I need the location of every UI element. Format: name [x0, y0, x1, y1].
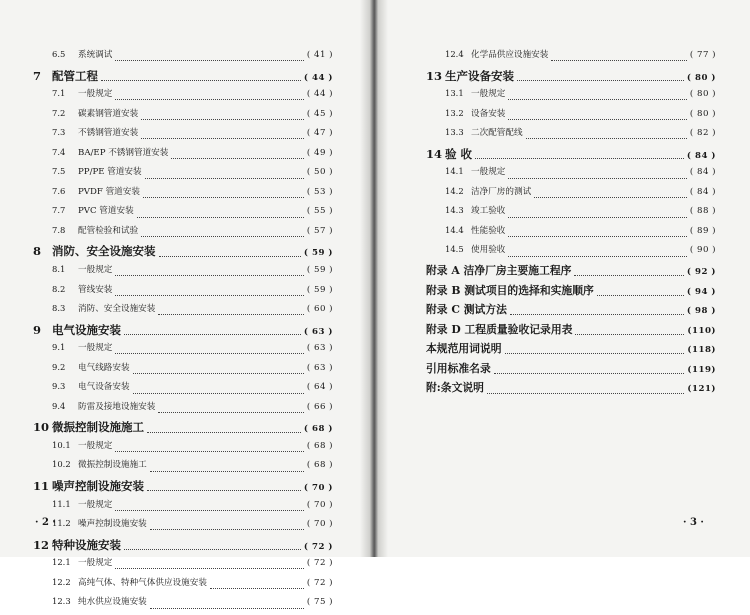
toc-entry-number: 8 — [33, 244, 42, 259]
toc-appendix-row — [426, 263, 716, 283]
toc-entry-page: ( 59 ) — [303, 248, 333, 259]
toc-entry-title: 高纯气体、特种气体供应设施安装 — [78, 577, 207, 588]
dot-leader — [115, 295, 304, 296]
toc-entry-page: ( 44 ) — [303, 72, 333, 83]
toc-entry-number: 12 — [33, 537, 50, 552]
toc-entry-page: ( 68 ) — [306, 460, 333, 471]
toc-entry-page: ( 47 ) — [306, 128, 333, 139]
toc-entry-title: PVC 管道安装 — [78, 206, 134, 217]
toc-entry-title: 附录 A 洁净厂房主要施工程序 — [426, 264, 572, 278]
toc-entry-page: ( 75 ) — [306, 597, 333, 608]
toc-entry-number: 14.1 — [445, 166, 464, 177]
dot-leader — [534, 197, 687, 198]
toc-section-row — [33, 87, 333, 107]
toc-entry-title: 一般规定 — [78, 89, 113, 100]
toc-entry-page: (121) — [687, 384, 716, 395]
toc-entry-page: ( 68 ) — [306, 440, 333, 451]
toc-entry-title: 洁净厂房的测试 — [471, 186, 532, 197]
toc-section-row — [33, 341, 333, 361]
toc-entry-page: (119) — [687, 364, 716, 375]
toc-entry-title: 纯水供应设施安装 — [78, 597, 147, 608]
toc-appendix-row — [426, 283, 716, 303]
toc-entry-title: 一般规定 — [78, 265, 113, 276]
toc-chapter-row — [426, 68, 716, 88]
dot-leader — [210, 588, 304, 589]
toc-section-row — [426, 165, 716, 185]
dot-leader — [487, 393, 684, 394]
toc-entry-number: 7.8 — [52, 224, 66, 235]
toc-entry-number: 11.1 — [52, 498, 71, 509]
toc-section-row — [33, 439, 333, 459]
toc-chapter-row — [33, 419, 333, 439]
toc-entry-title: 微振控制设施施工 — [52, 420, 144, 435]
toc-entry-page: ( 63 ) — [306, 362, 333, 373]
toc-entry-number: 8.2 — [52, 283, 66, 294]
dot-leader — [141, 236, 304, 237]
book-gutter — [360, 0, 388, 557]
toc-entry-number: 7.3 — [52, 127, 66, 138]
toc-entry-number: 9.1 — [52, 342, 66, 353]
toc-entry-title: 一般规定 — [78, 343, 113, 354]
toc-entry-title: 附录 C 测试方法 — [426, 303, 507, 317]
dot-leader — [115, 451, 304, 452]
toc-entry-title: 一般规定 — [78, 558, 113, 569]
toc-entry-title: 竣工验收 — [471, 206, 506, 217]
toc-entry-page: ( 55 ) — [306, 206, 333, 217]
toc-entry-page: ( 63 ) — [303, 326, 333, 337]
dot-leader — [137, 217, 304, 218]
toc-entry-title: 碳素钢管道安装 — [78, 108, 139, 119]
toc-entry-title: 不锈钢管道安装 — [78, 128, 139, 139]
dot-leader — [115, 60, 304, 61]
toc-entry-number: 10.1 — [52, 439, 71, 450]
dot-leader — [115, 568, 304, 569]
toc-entry-title: 噪声控制设施安装 — [52, 479, 144, 494]
dot-leader — [141, 138, 304, 139]
dot-leader — [508, 256, 687, 257]
toc-entry-number: 14.2 — [445, 185, 464, 196]
toc-entry-page: ( 60 ) — [306, 304, 333, 315]
toc-entry-number: 7.1 — [52, 88, 66, 99]
toc-section-row — [33, 400, 333, 420]
toc-entry-number: 9.3 — [52, 381, 66, 392]
toc-chapter-row — [426, 146, 716, 166]
toc-entry-number: 14.5 — [445, 244, 464, 255]
toc-entry-number: 7.6 — [52, 185, 66, 196]
page-number-left: · 2 · — [35, 517, 56, 528]
toc-appendix-row — [426, 380, 716, 400]
toc-appendix-row — [426, 361, 716, 381]
toc-entry-page: ( 49 ) — [306, 147, 333, 158]
toc-entry-number: 12.1 — [52, 557, 71, 568]
dot-leader — [508, 119, 687, 120]
toc-entry-title: 一般规定 — [471, 167, 506, 178]
dot-leader — [143, 197, 304, 198]
dot-leader — [150, 608, 304, 609]
toc-section-row — [33, 263, 333, 283]
dot-leader — [147, 432, 301, 433]
toc-entry-title: 性能验收 — [471, 225, 506, 236]
dot-leader — [115, 510, 304, 511]
toc-section-row — [33, 224, 333, 244]
toc-entry-number: 9.2 — [52, 361, 66, 372]
toc-section-row — [426, 185, 716, 205]
dot-leader — [510, 314, 684, 315]
toc-entry-number: 7.5 — [52, 166, 66, 177]
dot-leader — [508, 178, 687, 179]
toc-entry-page: ( 80 ) — [689, 89, 716, 100]
toc-list-right — [426, 48, 716, 400]
toc-entry-title: 微振控制设施施工 — [78, 460, 147, 471]
toc-entry-page: ( 70 ) — [303, 483, 333, 494]
page-number-right: · 3 · — [683, 517, 704, 528]
toc-entry-title: 防雷及接地设施安装 — [78, 401, 156, 412]
toc-entry-page: ( 80 ) — [689, 108, 716, 119]
toc-entry-page: ( 70 ) — [306, 519, 333, 530]
dot-leader — [551, 60, 687, 61]
toc-entry-page: (118) — [687, 345, 716, 356]
toc-entry-title: 附录 B 测试项目的选择和实施顺序 — [426, 283, 594, 297]
toc-entry-page: ( 80 ) — [686, 72, 716, 83]
toc-entry-title: 一般规定 — [471, 89, 506, 100]
toc-entry-page: ( 57 ) — [306, 225, 333, 236]
toc-entry-title: 电气线路安装 — [78, 362, 130, 373]
toc-entry-number: 10.2 — [52, 459, 71, 470]
toc-chapter-row — [33, 537, 333, 557]
toc-section-row — [33, 498, 333, 518]
toc-section-row — [33, 107, 333, 127]
toc-entry-number: 13 — [426, 68, 443, 83]
toc-entry-number: 9.4 — [52, 400, 66, 411]
dot-leader — [133, 393, 304, 394]
toc-entry-page: ( 77 ) — [689, 50, 716, 60]
dot-leader — [517, 80, 684, 81]
toc-entry-page: ( 89 ) — [689, 225, 716, 236]
dot-leader — [574, 275, 683, 276]
toc-entry-page: ( 66 ) — [306, 401, 333, 412]
toc-entry-number: 12.2 — [52, 576, 71, 587]
right-page — [376, 0, 750, 557]
toc-entry-title: 噪声控制设施安装 — [78, 519, 147, 530]
toc-entry-number: 6.5 — [52, 49, 66, 59]
toc-section-row — [426, 126, 716, 146]
toc-entry-title: 一般规定 — [78, 440, 113, 451]
dot-leader — [508, 99, 687, 100]
toc-entry-page: ( 44 ) — [306, 89, 333, 100]
toc-section-row — [33, 165, 333, 185]
toc-section-row — [33, 185, 333, 205]
toc-entry-number: 13.3 — [445, 127, 464, 138]
toc-entry-title: 附录 D 工程质量验收记录用表 — [426, 322, 573, 336]
dot-leader — [101, 80, 301, 81]
toc-entry-page: (110) — [687, 325, 716, 336]
toc-section-row — [33, 126, 333, 146]
toc-entry-title: BA/EP 不锈钢管道安装 — [78, 147, 169, 158]
toc-entry-page: ( 59 ) — [306, 284, 333, 295]
toc-section-row — [426, 87, 716, 107]
toc-section-row — [426, 204, 716, 224]
toc-chapter-row — [33, 243, 333, 263]
toc-entry-title: PP/PE 管道安装 — [78, 167, 142, 178]
toc-entry-title: 附:条文说明 — [426, 381, 484, 395]
toc-appendix-row — [426, 341, 716, 361]
toc-section-row — [33, 146, 333, 166]
toc-section-row — [33, 283, 333, 303]
toc-entry-page: ( 90 ) — [689, 245, 716, 256]
toc-list-left — [33, 48, 333, 615]
dot-leader — [171, 158, 304, 159]
toc-entry-number: 14 — [426, 146, 443, 161]
toc-entry-number: 12.4 — [445, 49, 464, 59]
toc-appendix-row — [426, 302, 716, 322]
dot-leader — [115, 275, 304, 276]
toc-entry-title: 消防、安全设施安装 — [78, 304, 156, 315]
toc-entry-number: 7.4 — [52, 146, 66, 157]
toc-entry-page: ( 92 ) — [686, 267, 716, 278]
dot-leader — [141, 119, 304, 120]
toc-appendix-row — [426, 322, 716, 342]
toc-entry-number: 11 — [33, 479, 50, 494]
dot-leader — [150, 529, 304, 530]
toc-entry-title: 化学品供应设施安装 — [471, 50, 549, 60]
toc-entry-title: 生产设备安装 — [445, 68, 514, 83]
toc-section-row — [426, 107, 716, 127]
toc-entry-number: 9 — [33, 322, 42, 337]
toc-entry-page: ( 53 ) — [306, 186, 333, 197]
dot-leader — [147, 490, 301, 491]
toc-section-row — [33, 361, 333, 381]
toc-section-row — [426, 48, 716, 68]
toc-entry-title: 配管工程 — [52, 68, 98, 83]
toc-entry-page: ( 84 ) — [689, 167, 716, 178]
toc-entry-page: ( 70 ) — [306, 499, 333, 510]
toc-entry-page: ( 88 ) — [689, 206, 716, 217]
toc-entry-number: 10 — [33, 420, 50, 435]
toc-section-row — [33, 517, 333, 537]
toc-section-row — [33, 204, 333, 224]
dot-leader — [475, 158, 684, 159]
toc-entry-number: 8.3 — [52, 303, 66, 314]
toc-entry-title: 使用验收 — [471, 245, 506, 256]
toc-entry-title: 二次配管配线 — [471, 128, 523, 139]
toc-section-row — [33, 458, 333, 478]
toc-entry-title: 管线安装 — [78, 284, 113, 295]
toc-entry-page: ( 72 ) — [306, 577, 333, 588]
toc-entry-page: ( 84 ) — [689, 186, 716, 197]
toc-entry-title: 一般规定 — [78, 499, 113, 510]
toc-entry-number: 11.2 — [52, 518, 71, 529]
toc-section-row — [426, 224, 716, 244]
toc-section-row — [33, 556, 333, 576]
toc-entry-title: 验 收 — [445, 146, 473, 161]
toc-section-row — [33, 595, 333, 615]
toc-entry-page: ( 50 ) — [306, 167, 333, 178]
dot-leader — [508, 217, 687, 218]
dot-leader — [508, 236, 687, 237]
dot-leader — [124, 549, 301, 550]
toc-entry-title: 电气设施安装 — [52, 322, 121, 337]
toc-entry-page: ( 72 ) — [306, 558, 333, 569]
dot-leader — [124, 334, 301, 335]
toc-entry-number: 7.2 — [52, 107, 66, 118]
toc-entry-page: ( 82 ) — [689, 128, 716, 139]
toc-entry-page: ( 98 ) — [686, 306, 716, 317]
toc-entry-page: ( 64 ) — [306, 382, 333, 393]
toc-chapter-row — [33, 478, 333, 498]
toc-entry-title: 本规范用词说明 — [426, 342, 502, 356]
toc-entry-page: ( 41 ) — [306, 50, 333, 60]
toc-chapter-row — [33, 322, 333, 342]
toc-entry-title: 设备安装 — [471, 108, 506, 119]
dot-leader — [575, 334, 684, 335]
toc-entry-title: 消防、安全设施安装 — [52, 244, 156, 259]
toc-entry-page: ( 72 ) — [303, 541, 333, 552]
toc-entry-number: 7.7 — [52, 205, 66, 216]
toc-entry-page: ( 45 ) — [306, 108, 333, 119]
toc-entry-number: 14.4 — [445, 224, 464, 235]
dot-leader — [505, 353, 685, 354]
dot-leader — [145, 178, 304, 179]
toc-entry-page: ( 68 ) — [303, 424, 333, 435]
toc-entry-page: ( 63 ) — [306, 343, 333, 354]
dot-leader — [159, 256, 301, 257]
dot-leader — [494, 373, 685, 374]
toc-entry-page: ( 94 ) — [686, 286, 716, 297]
toc-section-row — [33, 380, 333, 400]
toc-entry-page: ( 59 ) — [306, 265, 333, 276]
toc-section-row — [33, 576, 333, 596]
dot-leader — [115, 99, 304, 100]
toc-entry-title: 电气设备安装 — [78, 382, 130, 393]
dot-leader — [115, 353, 304, 354]
dot-leader — [597, 295, 684, 296]
toc-entry-number: 8.1 — [52, 264, 66, 275]
toc-entry-title: 配管检验和试验 — [78, 225, 139, 236]
toc-entry-title: 特种设施安装 — [52, 537, 121, 552]
toc-entry-title: 引用标准名录 — [426, 361, 491, 375]
dot-leader — [133, 373, 304, 374]
toc-entry-number: 13.1 — [445, 88, 464, 99]
toc-entry-number: 14.3 — [445, 205, 464, 216]
toc-section-row — [33, 48, 333, 68]
toc-entry-page: ( 84 ) — [686, 150, 716, 161]
toc-section-row — [33, 302, 333, 322]
left-page — [0, 0, 372, 608]
dot-leader — [158, 412, 304, 413]
dot-leader — [150, 471, 304, 472]
toc-entry-title: 系统调试 — [78, 50, 113, 60]
toc-entry-title: PVDF 管道安装 — [78, 186, 140, 197]
dot-leader — [158, 314, 304, 315]
toc-entry-number: 7 — [33, 68, 42, 83]
toc-chapter-row — [33, 68, 333, 88]
dot-leader — [526, 138, 687, 139]
toc-entry-number: 13.2 — [445, 107, 464, 118]
toc-section-row — [426, 243, 716, 263]
toc-entry-number: 12.3 — [52, 596, 71, 607]
